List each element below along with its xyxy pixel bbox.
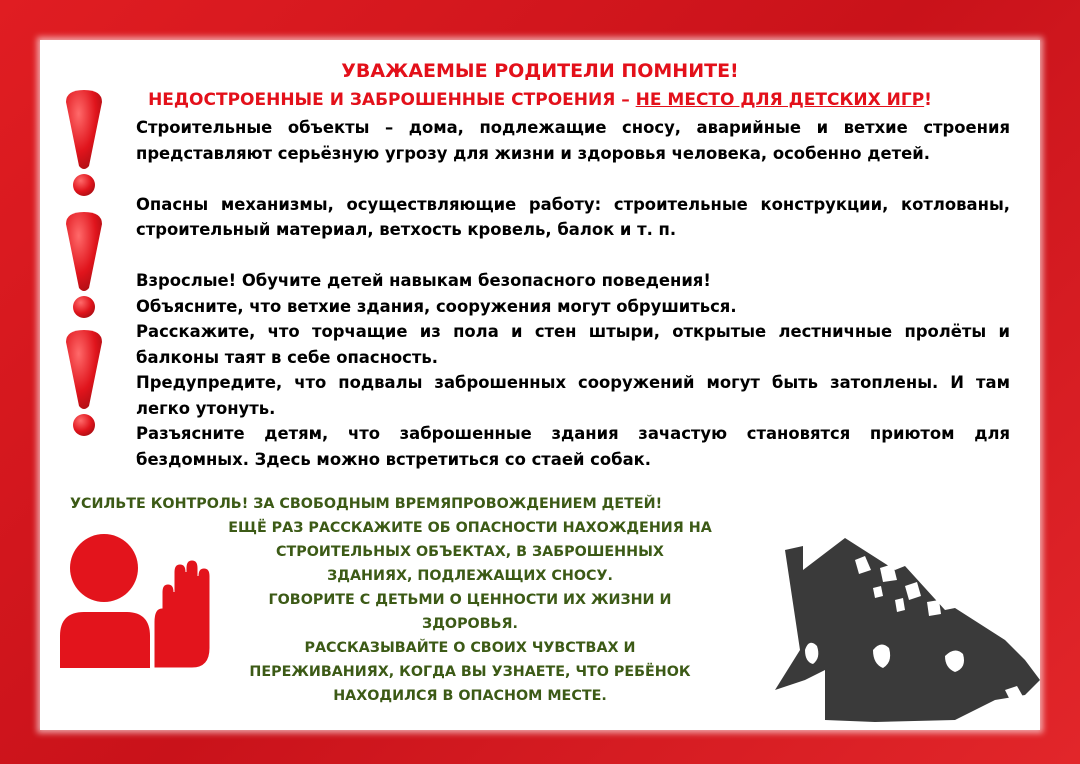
subtitle-underlined: НЕ МЕСТО ДЛЯ ДЕТСКИХ ИГР <box>635 90 925 110</box>
exclamation-icon <box>62 210 106 320</box>
advice-block <box>170 516 770 708</box>
paragraph: Взрослые! Обучите детей навыкам безопасного поведения! <box>136 271 711 290</box>
advice-line: ЕЩЁ РАЗ РАССКАЖИТЕ ОБ ОПАСНОСТИ НАХОЖДЕНИЯ НА <box>228 520 712 536</box>
exclamation-icon <box>62 88 106 198</box>
body-text <box>136 115 1010 472</box>
paragraph: Предупредите, что подвалы заброшенных сооружений могут быть затоплены. И там легко утонуть. <box>136 373 1010 418</box>
paragraph: Объясните, что ветхие здания, сооружения могут обрушиться. <box>136 296 737 316</box>
poster-panel <box>40 40 1040 730</box>
advice-first-line: УСИЛЬТЕ КОНТРОЛЬ! ЗА СВОБОДНЫМ ВРЕМЯПРОВОЖДЕНИЕМ ДЕТЕЙ! <box>70 496 663 512</box>
poster-subtitle <box>40 90 1040 110</box>
paragraph: Строительные объекты – дома, подлежащие сносу, аварийные и ветхие строения представляют серьёзную угрозу для жизни и здоровья человека, особенно детей. <box>136 118 1010 163</box>
advice-line: ЗДОРОВЬЯ. <box>422 616 518 632</box>
paragraph: Расскажите, что торчащие из пола и стен штыри, открытые лестничные пролёты и балконы таят в себе опасность. <box>136 322 1010 367</box>
advice-line: ЗДАНИЯХ, ПОДЛЕЖАЩИХ СНОСУ. <box>327 568 613 584</box>
paragraph: Опасны механизмы, осуществляющие работу: строительные конструкции, котлованы, строительный материал, ветхость кровель, балок и т. п. <box>136 194 1010 239</box>
stop-hand-person-icon <box>54 528 224 688</box>
advice-line: РАССКАЗЫВАЙТЕ О СВОИХ ЧУВСТВАХ И <box>304 640 636 656</box>
advice-line: НАХОДИЛСЯ В ОПАСНОМ МЕСТЕ. <box>333 688 607 704</box>
advice-line: СТРОИТЕЛЬНЫХ ОБЪЕКТАХ, В ЗАБРОШЕННЫХ <box>276 544 664 560</box>
exclamation-icon <box>62 328 106 438</box>
advice-line: ПЕРЕЖИВАНИЯХ, КОГДА ВЫ УЗНАЕТЕ, ЧТО РЕБЁНОК <box>249 664 691 680</box>
subtitle-end: ! <box>924 90 932 110</box>
poster-title: УВАЖАЕМЫЕ РОДИТЕЛИ ПОМНИТЕ! <box>341 60 739 82</box>
advice-line: ГОВОРИТЕ С ДЕТЬМИ О ЦЕННОСТИ ИХ ЖИЗНИ И <box>268 592 672 608</box>
subtitle-plain: НЕДОСТРОЕННЫЕ И ЗАБРОШЕННЫЕ СТРОЕНИЯ – <box>148 90 636 110</box>
paragraph: Разъясните детям, что заброшенные здания зачастую становятся приютом для бездомных. Здесь можно встретиться со стаей собак. <box>136 424 1010 469</box>
ruined-house-icon <box>755 530 1040 730</box>
